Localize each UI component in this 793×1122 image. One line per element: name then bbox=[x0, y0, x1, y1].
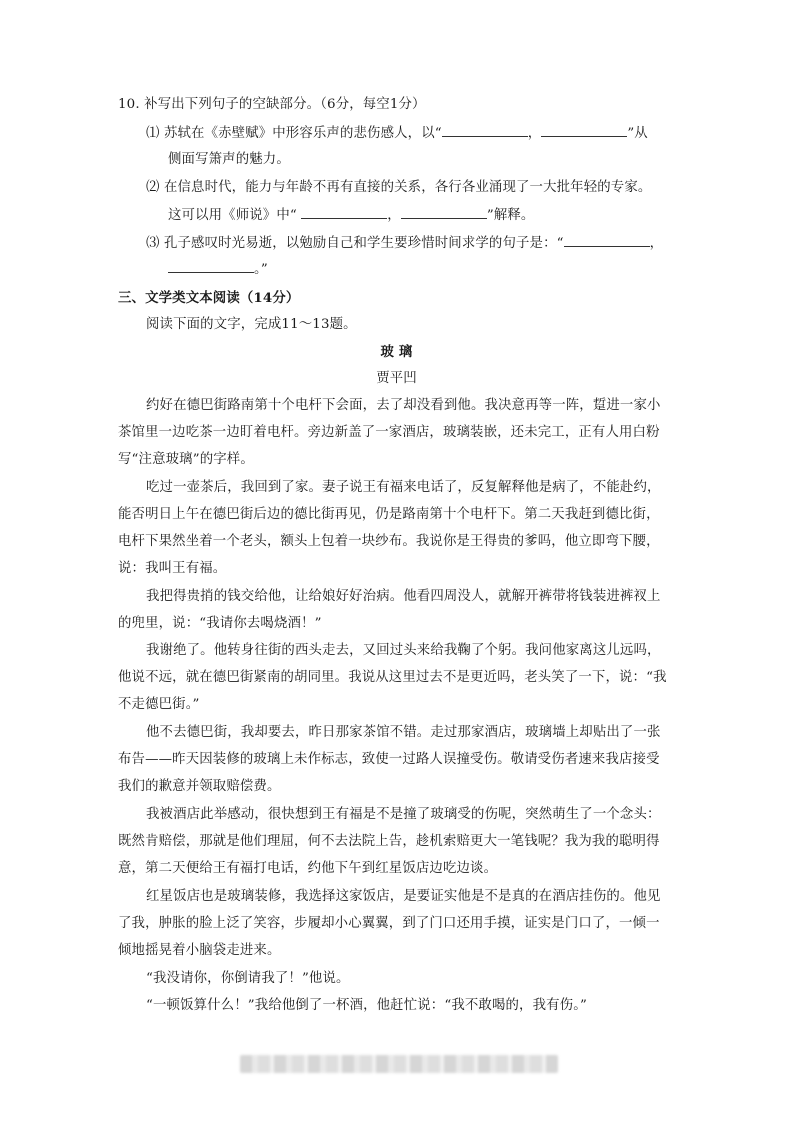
answer-blank[interactable] bbox=[301, 206, 387, 219]
q10-item3-comma: ， bbox=[649, 236, 664, 251]
question-10-item-2-line-1: ⑵ 在信息时代，能力与年龄不再有直接的关系，各行各业涌现了一大批年轻的专家。 bbox=[146, 180, 652, 195]
article-title: 玻 璃 bbox=[380, 344, 413, 360]
q10-item1-comma: ， bbox=[527, 126, 542, 141]
answer-blank[interactable] bbox=[401, 206, 487, 219]
question-10-stem: 10. 补写出下列句子的空缺部分。（6分，每空1分） bbox=[118, 97, 426, 112]
article-line: 的兜里，说：“我请你去喝烧酒！” bbox=[118, 616, 322, 631]
question-10-item-2-line-2 bbox=[168, 206, 534, 225]
article-line: 红星饭店也是玻璃装修，我选择这家饭店，是要证实他是不是真的在酒店挂伤的。他见 bbox=[146, 889, 661, 904]
q10-item2-text: 这可以用《师说》中“ bbox=[168, 208, 302, 223]
answer-blank[interactable] bbox=[564, 234, 650, 247]
blurred-footer-watermark bbox=[240, 1055, 558, 1073]
section-instruction: 阅读下面的文字，完成11～13题。 bbox=[146, 317, 357, 332]
article-line: 茶馆里一边吃茶一边盯着电杆。旁边新盖了一家酒店，玻璃装嵌，还未完工，正有人用白粉 bbox=[118, 425, 660, 440]
article-line: “一顿饭算什么！”我给他倒了一杯酒，他赶忙说：“我不敢喝的，我有伤。” bbox=[146, 998, 588, 1013]
article-line: 说：我叫王有福。 bbox=[118, 561, 227, 576]
article-line: 我把得贵捎的钱交给他，让给娘好好治病。他看四周没人，就解开裤带将钱装进裤衩上 bbox=[146, 589, 661, 604]
article-line: 能否明日上午在德巴街后边的德比街再见，仍是路南第十个电杆下。第二天我赶到德比街， bbox=[118, 507, 660, 522]
q10-item1-end: ”从 bbox=[627, 126, 648, 141]
article-line: 写“注意玻璃”的字样。 bbox=[118, 452, 254, 467]
article-line: 吃过一壶茶后，我回到了家。妻子说王有福来电话了，反复解释他是病了，不能赴约， bbox=[146, 480, 661, 495]
article-line: 我谢绝了。他转身往街的西头走去，又回过头来给我鞠了个躬。我问他家离这儿远吗， bbox=[146, 643, 661, 658]
article-line: 布告——昨天因装修的玻璃上未作标志，致使一过路人误撞受伤。敬请受伤者速来我店接受 bbox=[118, 752, 660, 767]
article-author: 贾平凹 bbox=[376, 371, 417, 386]
answer-blank[interactable] bbox=[168, 260, 254, 273]
q10-item1-text: ⑴ 苏轼在《赤壁赋》中形容乐声的悲伤感人，以“ bbox=[146, 126, 442, 141]
question-10-item-1-line-2: 侧面写箫声的魅力。 bbox=[168, 152, 290, 167]
answer-blank[interactable] bbox=[442, 124, 528, 137]
q10-item2-end: ”解释。 bbox=[486, 208, 535, 223]
section-heading: 三、文学类文本阅读（14分） bbox=[118, 290, 300, 306]
article-line: “我没请你，你倒请我了！”他说。 bbox=[146, 971, 350, 986]
article-line: 他不去德巴街，我却要去，昨日那家茶馆不错。走过那家酒店，玻璃墙上却贴出了一张 bbox=[146, 725, 661, 740]
question-10-item-3-line-1 bbox=[146, 234, 663, 253]
article-line: 约好在德巴街路南第十个电杆下会面，去了却没看到他。我决意再等一阵，踅进一家小 bbox=[146, 398, 661, 413]
article-line: 我被酒店此举感动，很快想到王有福是不是撞了玻璃受的伤呢，突然萌生了一个念头： bbox=[146, 807, 661, 822]
article-line: 不走德巴街。” bbox=[118, 697, 200, 712]
question-10-item-1-line-1 bbox=[146, 124, 648, 143]
article-line: 既然肯赔偿，那就是他们理屈，何不去法院上告，趁机索赔更大一笔钱呢？我为我的聪明得 bbox=[118, 834, 660, 849]
article-line: 他说不远，就在德巴街紧南的胡同里。我说从这里过去不是更近吗，老头笑了一下，说：“我 bbox=[118, 670, 667, 685]
question-10-item-3-line-2 bbox=[168, 260, 268, 279]
article-line: 了我，肿胀的脸上泛了笑容，步履却小心翼翼，到了门口还用手摸，证实是门口了，一倾一 bbox=[118, 916, 660, 931]
article-line: 意，第二天便给王有福打电话，约他下午到红星饭店边吃边谈。 bbox=[118, 861, 498, 876]
article-line: 电杆下果然坐着一个老头，额头上包着一块纱布。我说你是王得贵的爹吗，他立即弯下腰， bbox=[118, 534, 660, 549]
article-line: 倾地摇晃着小脑袋走进来。 bbox=[118, 943, 281, 958]
q10-item3-text: ⑶ 孔子感叹时光易逝，以勉励自己和学生要珍惜时间求学的句子是：“ bbox=[146, 236, 564, 251]
q10-item2-comma: ， bbox=[387, 208, 401, 223]
article-line: 我们的歉意并领取赔偿费。 bbox=[118, 779, 281, 794]
answer-blank[interactable] bbox=[541, 124, 627, 137]
q10-item3-end: 。” bbox=[254, 262, 268, 277]
